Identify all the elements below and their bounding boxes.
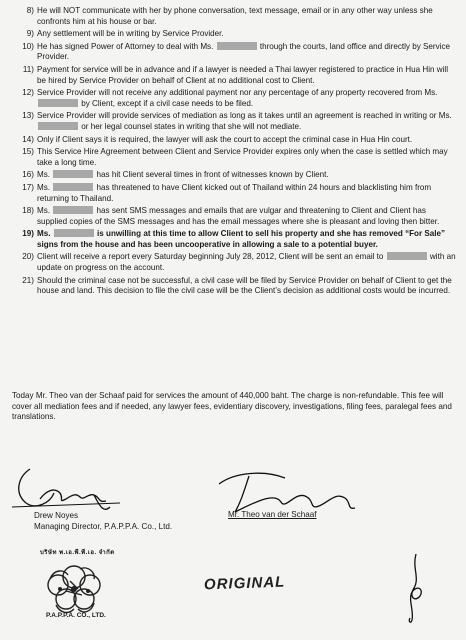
clause-item <box>12 147 458 168</box>
clause-item <box>12 170 458 181</box>
redacted-name <box>387 252 427 260</box>
clause-text <box>37 6 458 27</box>
clause-text-part: He will NOT communicate with her by phone conversation, text message, email or in any other way unless she confronts him at his house or bar. <box>37 6 433 26</box>
clause-item <box>12 135 458 146</box>
clause-number: 19) <box>22 229 34 239</box>
clause-text <box>37 206 458 227</box>
clause-number: 15) <box>22 147 34 157</box>
clause-number: 13) <box>22 111 34 121</box>
clause-number: 20) <box>22 252 34 262</box>
clause-number: 18) <box>22 206 34 216</box>
clause-text <box>37 111 458 132</box>
clause-number: 21) <box>22 275 34 285</box>
clause-text-part: Should the criminal case not be successful, a civil case will be filed by Service Provider on behalf of Client to get the house and land. This decision to file the civil case will be the Client’s decision as additional costs would be incurred. <box>37 275 452 296</box>
clause-text-part: This Service Hire Agreement between Client and Service Provider expires only when the case is settled which may take a long time. <box>37 147 448 167</box>
clause-item <box>12 42 458 63</box>
clause-text-part: He has signed Power of Attorney to deal with Ms. <box>37 41 216 51</box>
payment-paragraph: Today Mr. Theo van der Schaaf paid for services the amount of 440,000 baht. The charge is non-refundable. This fee will cover all mediation fees and if needed, any lawyer fees, evidentiary discovery, investigations, filing fees, paralegal fees and translations. <box>12 391 452 422</box>
clause-item <box>12 6 458 27</box>
clause-item <box>12 88 458 109</box>
clause-text <box>37 183 458 204</box>
redacted-name <box>53 206 93 214</box>
clause-text <box>37 42 458 63</box>
initial-signature <box>390 548 440 628</box>
clause-number: 9) <box>26 29 34 39</box>
clause-number: 10) <box>22 41 34 51</box>
clause-text-part: has sent SMS messages and emails that are vulgar and threatening to Client and Client has supplied copies of the SMS messages and has the email messages where she is pleasant and loving then bitter. <box>37 206 440 226</box>
clause-item <box>12 229 458 250</box>
redacted-name <box>38 99 78 107</box>
clause-text-part: Client will receive a report every Saturday beginning July 28, 2012, Client will be sent an email to <box>37 252 386 262</box>
clause-text <box>37 65 458 86</box>
left-signer-name: Drew Noyes <box>34 511 79 520</box>
clause-number: 12) <box>22 88 34 98</box>
clause-text <box>37 29 458 40</box>
clause-number: 16) <box>22 170 34 180</box>
redacted-name <box>54 229 94 237</box>
clause-text <box>37 252 458 273</box>
clause-item <box>12 29 458 40</box>
clause-text-part: or her legal counsel states in writing that she will not mediate. <box>79 121 302 131</box>
clause-text <box>37 135 458 146</box>
clause-item <box>12 206 458 227</box>
clause-text-part: by Client, except if a civil case needs to be filed. <box>79 98 254 108</box>
clause-number: 14) <box>22 134 34 144</box>
clause-text-part: with an update on progress on the account. <box>37 252 456 273</box>
right-signer-name: Mr. Theo van der Schaaf <box>228 510 317 519</box>
redacted-name <box>38 122 78 130</box>
clause-item <box>12 276 458 297</box>
clause-text-part: is unwilling at this time to allow Client to sell his property and she has removed “For Sale” signs from the house and has been uncooperative in allowing a sale to a potential buyer. <box>37 229 446 249</box>
left-signer-title: Managing Director, P.A.P.P.A. Co., Ltd. <box>34 522 173 531</box>
seal-company-text: P.A.P.P.A. CO., LTD. <box>46 612 106 619</box>
clause-item <box>12 65 458 86</box>
original-stamp: ORIGINAL <box>203 573 286 594</box>
clause-text <box>37 88 458 109</box>
clause-text <box>37 147 458 168</box>
clause-item <box>12 252 458 273</box>
clause-number: 17) <box>22 182 34 192</box>
clause-text-part: has threatened to have Client kicked out of Thailand within 24 hours and blacklisting him from returning to Thailand. <box>37 182 432 203</box>
clause-text-part: Ms. <box>37 170 53 180</box>
clause-text-part: Only if Client says it is required, the lawyer will ask the court to accept the criminal case in Hua Hin court. <box>37 134 413 144</box>
clause-item <box>12 111 458 132</box>
clause-number: 8) <box>26 6 34 15</box>
clause-text-part: Ms. <box>37 206 53 216</box>
clause-text <box>37 229 458 250</box>
clause-text-part: Service Provider will provide services of mediation as long as it takes until an agreement is reached in writing or Ms. <box>37 111 452 121</box>
redacted-name <box>217 42 257 50</box>
clause-text-part: through the courts, land office and directly by Service Provider. <box>37 41 451 62</box>
clause-list <box>12 6 458 299</box>
company-seal-icon <box>30 545 120 635</box>
clause-text-part: Ms. <box>37 229 53 239</box>
clause-text-part: has hit Client several times in front of witnesses known by Client. <box>94 170 329 180</box>
clause-number: 11) <box>22 64 34 74</box>
clause-text <box>37 170 458 181</box>
clause-text-part: Any settlement will be in writing by Service Provider. <box>37 29 224 39</box>
clause-text-part: Service Provider will not receive any additional payment nor any percentage of any property recovered from Ms. <box>37 88 438 98</box>
redacted-name <box>53 183 93 191</box>
clause-text <box>37 276 458 297</box>
drew-noyes-signature <box>10 463 130 515</box>
seal-thai-text: บริษัท พ.เอ.พี.พี.เอ. จำกัด <box>40 550 115 556</box>
clause-text-part: Payment for service will be in advance and if a lawyer is needed a Thai lawyer registered to practice in Hua Hin will be hired by Service Provider on behalf of Client at no additional cost to Client. <box>37 64 449 85</box>
clause-item <box>12 183 458 204</box>
redacted-name <box>53 170 93 178</box>
clause-text-part: Ms. <box>37 182 53 192</box>
